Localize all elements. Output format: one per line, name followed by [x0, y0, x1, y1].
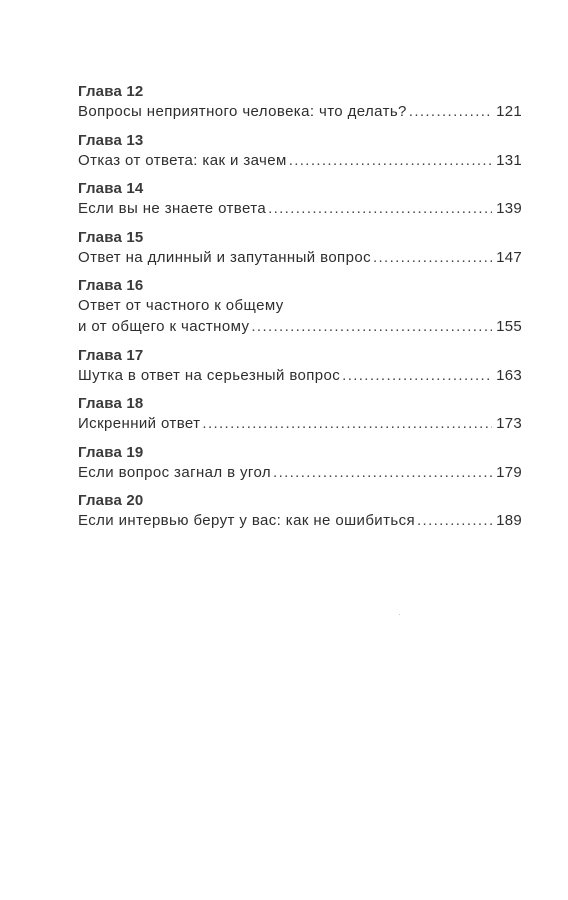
dot-leader [268, 198, 492, 219]
table-of-contents [78, 82, 522, 540]
page-number: 189 [496, 512, 522, 529]
page-number: 179 [496, 463, 522, 481]
dot-leader [273, 462, 492, 483]
toc-entry-chapter-20 [78, 491, 522, 531]
toc-entry-chapter-13 [78, 131, 522, 171]
toc-entry-chapter-16 [78, 276, 522, 337]
toc-title-row [78, 316, 522, 337]
page-number: 139 [496, 200, 522, 217]
dot-leader [409, 101, 492, 122]
toc-entry-chapter-17 [78, 346, 522, 386]
chapter-heading: Глава 19 [78, 443, 144, 461]
chapter-title-first-line: Ответ от частного к общему [78, 297, 284, 314]
chapter-title: и от общего к частному [78, 318, 250, 335]
chapter-title: Отказ от ответа: как и зачем [78, 151, 287, 169]
toc-title-row [78, 462, 522, 483]
dot-leader [373, 247, 492, 268]
page-number: 173 [496, 415, 522, 432]
toc-title-row [78, 198, 522, 219]
page-number: 121 [496, 103, 522, 120]
chapter-heading: Глава 12 [78, 83, 144, 100]
page-number: 163 [496, 366, 522, 384]
toc-title-row [78, 413, 522, 434]
chapter-title: Вопросы неприятного человека: что делать? [78, 103, 407, 120]
dot-leader [251, 316, 492, 337]
chapter-heading: Глава 15 [78, 228, 144, 246]
page-number: 131 [496, 151, 522, 169]
chapter-heading: Глава 20 [78, 492, 144, 509]
chapter-title: Ответ на длинный и запутанный вопрос [78, 248, 371, 266]
toc-entry-chapter-12 [78, 82, 522, 122]
toc-entry-chapter-14 [78, 179, 522, 219]
chapter-heading: Глава 17 [78, 346, 144, 364]
toc-title-row [78, 247, 522, 268]
chapter-heading: Глава 14 [78, 180, 144, 197]
toc-title-row [78, 365, 522, 386]
toc-title-row [78, 510, 522, 531]
toc-title-row [78, 150, 522, 171]
chapter-title: Если интервью берут у вас: как не ошибиться [78, 512, 415, 529]
toc-entry-chapter-18 [78, 394, 522, 434]
chapter-heading: Глава 16 [78, 277, 144, 294]
chapter-title: Если вопрос загнал в угол [78, 463, 272, 481]
chapter-heading: Глава 18 [78, 395, 144, 412]
dot-leader [289, 150, 492, 171]
chapter-heading: Глава 13 [78, 131, 144, 149]
toc-entry-chapter-15 [78, 228, 522, 268]
chapter-title: Искренний ответ [78, 415, 201, 432]
dot-leader [202, 413, 492, 434]
chapter-title: Если вы не знаете ответа [78, 200, 267, 217]
page-number: 147 [496, 248, 522, 266]
paper-speck [399, 614, 400, 615]
page-number: 155 [496, 318, 522, 335]
dot-leader [342, 365, 492, 386]
chapter-title: Шутка в ответ на серьезный вопрос [78, 366, 341, 384]
toc-entry-chapter-19 [78, 443, 522, 483]
toc-title-row [78, 101, 522, 122]
dot-leader [417, 510, 492, 531]
